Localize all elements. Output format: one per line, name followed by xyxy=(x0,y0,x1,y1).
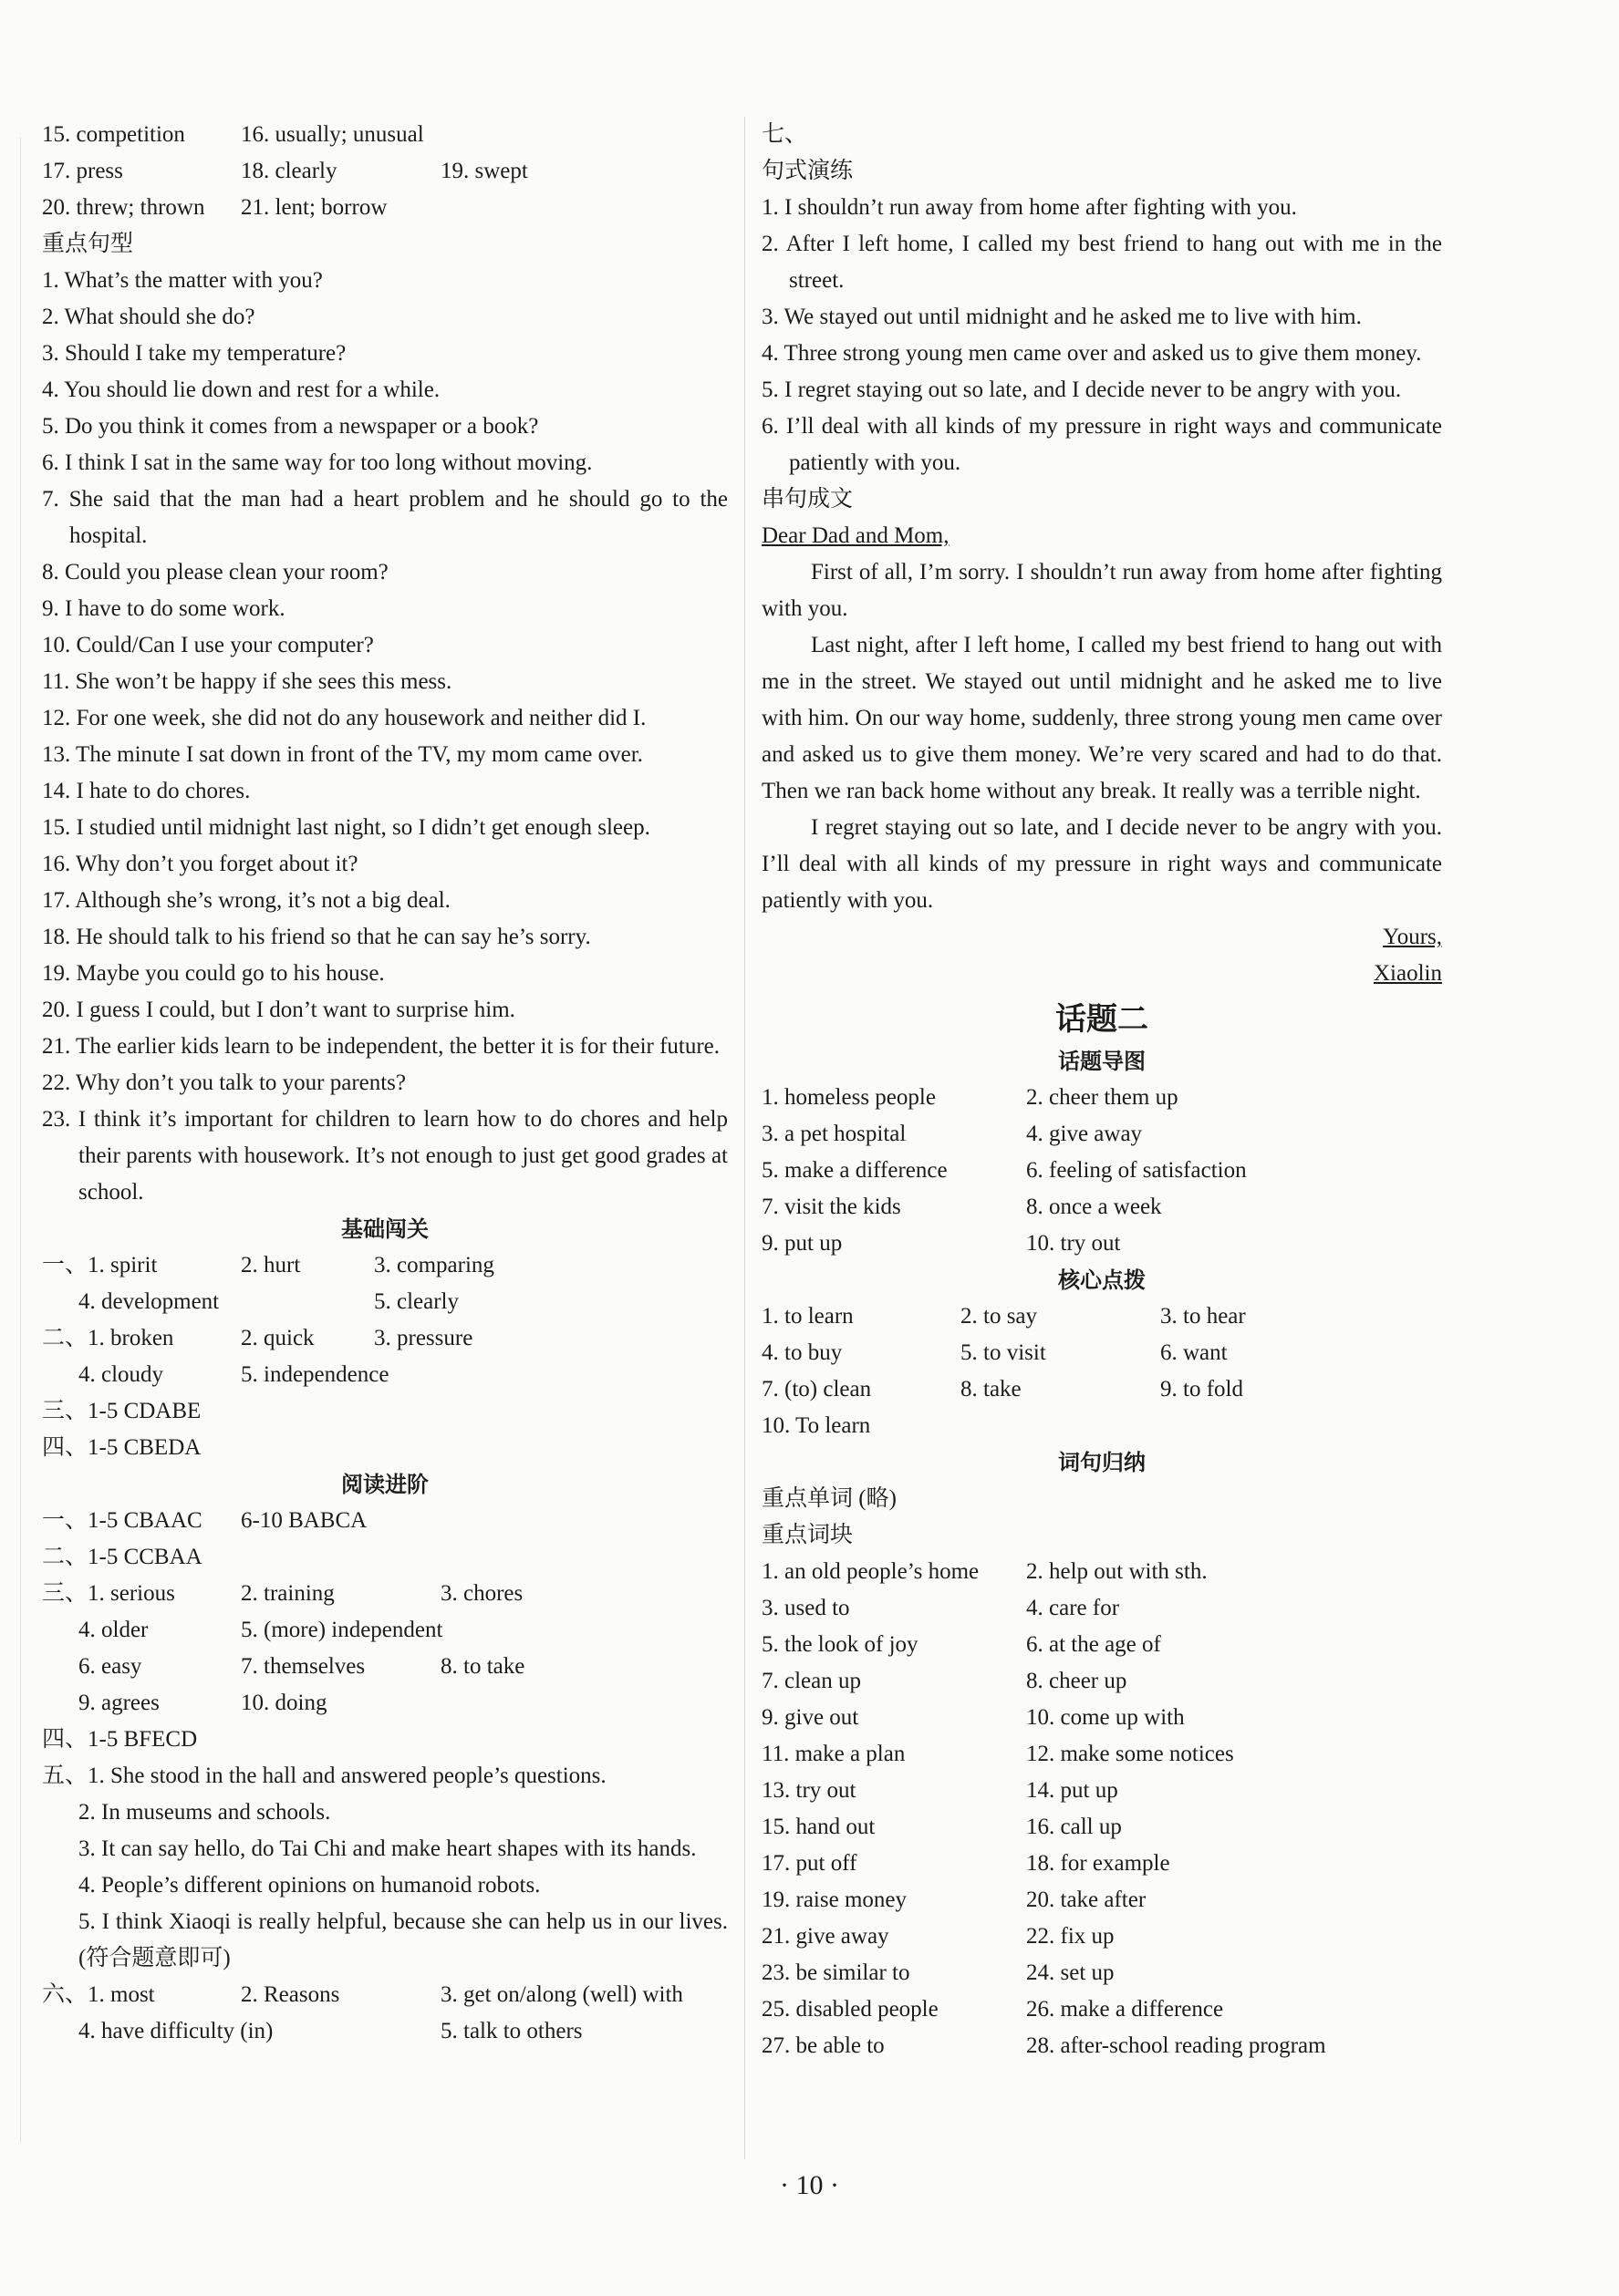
answer-row: 三、1-5 CDABE xyxy=(42,1399,202,1423)
list-item: 14. I hate to do chores. xyxy=(42,779,251,803)
list-item: 4. You should lie down and rest for a while. xyxy=(42,377,441,402)
letter-paragraph: First of all, I’m sorry. I shouldn’t run away from home after fighting with you. xyxy=(762,560,1442,621)
answer-row: 17. put off 18. for example xyxy=(762,1851,1170,1876)
answer-row: 1. an old people’s home 2. help out with sth. xyxy=(762,1559,1208,1584)
list-item: 15. I studied until midnight last night, so I didn’t get enough sleep. xyxy=(42,815,650,840)
answer-row: 一、1. spirit 2. hurt 3. comparing xyxy=(42,1253,494,1277)
list-item: 5. Do you think it comes from a newspaper or a book? xyxy=(42,414,539,439)
section-number: 七、 xyxy=(762,122,808,147)
list-item: 8. Could you please clean your room? xyxy=(42,560,389,584)
list-item: 2. What should she do? xyxy=(42,305,255,329)
left-column xyxy=(42,117,728,2050)
letter-signature: Xiaolin xyxy=(1374,961,1442,986)
list-item: 10. Could/Can I use your computer? xyxy=(42,633,374,657)
answer-row: 7. clean up 8. cheer up xyxy=(762,1669,1127,1693)
answer-row: 23. be similar to 24. set up xyxy=(762,1960,1115,1985)
answer-row: 二、1. broken 2. quick 3. pressure xyxy=(42,1326,473,1350)
answer-row: 4. development 5. clearly xyxy=(78,1289,460,1314)
answer-row: 三、1. serious 2. training 3. chores xyxy=(42,1581,524,1606)
answer-row: 9. put up 10. try out xyxy=(762,1231,1121,1256)
answer-row: 4. to buy 5. to visit 6. want xyxy=(762,1340,1228,1365)
answer-row: 六、1. most 2. Reasons 3. get on/along (well) with xyxy=(42,1982,683,2007)
key-sentence-list xyxy=(42,263,728,1211)
topic-title: 话题二 xyxy=(1055,1001,1148,1038)
letter-paragraph: Last night, after I left home, I called my best friend to hang out with me in the street. We stayed out until midnight and he asked me to live with him. On our way home, suddenly, three strong young men came over and asked us to give them money. We’re very scared and had to do that. Then we ran back home without any break. It really was a terrible night. xyxy=(762,633,1442,803)
list-item: 21. The earlier kids learn to be independent, the better it is for their future. xyxy=(42,1034,721,1059)
answer-row: 五、1. She stood in the hall and answered people’s questions. xyxy=(42,1763,607,1788)
answer-row: 9. give out 10. come up with xyxy=(762,1705,1185,1730)
answer-row: 二、1-5 CCBAA xyxy=(42,1545,202,1569)
list-item: 2. After I left home, I called my best friend to hang out with me in the street. xyxy=(762,232,1442,293)
list-item: 23. I think it’s important for children to learn how to do chores and help their parents with housework. It’s not enough to just get good grades at school. xyxy=(42,1107,728,1205)
answer-row: 一、1-5 CBAAC 6-10 BABCA xyxy=(42,1508,368,1533)
list-item: 22. Why don’t you talk to your parents? xyxy=(42,1070,407,1095)
list-item: 16. Why don’t you forget about it? xyxy=(42,852,358,876)
subsection-heading: 重点词块 xyxy=(762,1523,854,1547)
list-item: 6. I’ll deal with all kinds of my pressure in right ways and communicate patiently with you. xyxy=(762,414,1442,475)
list-item: 4. Three strong young men came over and asked us to give them money. xyxy=(762,341,1422,366)
section-heading: 句式演练 xyxy=(762,159,854,183)
letter-salutation: Dear Dad and Mom, xyxy=(762,523,950,548)
letter-paragraph: I regret staying out so late, and I decide never to be angry with you. I’ll deal with all kinds of my pressure in right ways and communicate patiently with you. xyxy=(762,815,1442,913)
list-item: 3. We stayed out until midnight and he asked me to live with him. xyxy=(762,305,1362,329)
answer-row: 5. the look of joy 6. at the age of xyxy=(762,1632,1161,1657)
list-item: 9. I have to do some work. xyxy=(42,596,285,621)
section-heading: 基础闯关 xyxy=(341,1216,429,1242)
list-item: 11. She won’t be happy if she sees this mess. xyxy=(42,669,452,694)
right-column xyxy=(762,117,1442,2064)
page-number: · 10 · xyxy=(780,2170,839,2200)
answer-row: 7. visit the kids 8. once a week xyxy=(762,1195,1162,1219)
answer-row: 4. have difficulty (in) 5. talk to others xyxy=(78,2019,583,2043)
section-heading: 串句成文 xyxy=(762,487,854,512)
answer-row: 20. threw; thrown 21. lent; borrow xyxy=(42,195,388,220)
list-item: 1. I shouldn’t run away from home after fighting with you. xyxy=(762,195,1297,220)
section-heading: 阅读进阶 xyxy=(341,1472,429,1497)
answer-row: 1. homeless people 2. cheer them up xyxy=(762,1085,1178,1110)
list-item: 5. I regret staying out so late, and I decide never to be angry with you. xyxy=(762,377,1402,402)
answer-row: 4. People’s different opinions on humanoid robots. xyxy=(78,1873,541,1898)
list-item: 19. Maybe you could go to his house. xyxy=(42,961,385,986)
list-item: 13. The minute I sat down in front of the TV, my mom came over. xyxy=(42,742,643,767)
answer-row: 25. disabled people 26. make a difference xyxy=(762,1997,1224,2022)
answer-row: 9. agrees 10. doing xyxy=(78,1691,327,1715)
list-item: 6. I think I sat in the same way for too long without moving. xyxy=(42,450,593,475)
answer-row: 19. raise money 20. take after xyxy=(762,1887,1147,1912)
answer-row: 6. easy 7. themselves 8. to take xyxy=(78,1654,525,1679)
list-item: 1. What’s the matter with you? xyxy=(42,268,323,293)
margin-rule xyxy=(20,137,21,2143)
answer-row: 3. It can say hello, do Tai Chi and make heart shapes with its hands. xyxy=(78,1836,697,1861)
list-item: 18. He should talk to his friend so that he can say he’s sorry. xyxy=(42,925,591,949)
answer-row: 4. older 5. (more) independent xyxy=(78,1618,443,1642)
answer-row: 27. be able to 28. after-school reading program xyxy=(762,2033,1326,2058)
letter-closing: Yours, xyxy=(1383,925,1442,949)
section-heading: 核心点拨 xyxy=(1058,1267,1146,1293)
column-divider xyxy=(744,117,745,2159)
answer-row: 17. press 18. clearly 19. swept xyxy=(42,159,528,183)
answer-row: 3. used to 4. care for xyxy=(762,1596,1120,1620)
list-item: 3. Should I take my temperature? xyxy=(42,341,347,366)
subsection-heading: 重点单词 (略) xyxy=(762,1486,897,1511)
answer-row: 1. to learn 2. to say 3. to hear xyxy=(762,1304,1246,1329)
answer-row: 15. competition 16. usually; unusual xyxy=(42,122,424,147)
answer-row: 13. try out 14. put up xyxy=(762,1778,1118,1803)
answer-row: 4. cloudy 5. independence xyxy=(78,1362,389,1387)
answer-row: 5. make a difference 6. feeling of satisfaction xyxy=(762,1158,1247,1183)
answer-row: 四、1-5 BFECD xyxy=(42,1727,198,1752)
list-item: 20. I guess I could, but I don’t want to surprise him. xyxy=(42,998,515,1022)
answer-row: 7. (to) clean 8. take 9. to fold xyxy=(762,1377,1243,1401)
list-item: 12. For one week, she did not do any housework and neither did I. xyxy=(42,706,647,730)
section-heading: 重点句型 xyxy=(42,232,134,256)
answer-row: 15. hand out 16. call up xyxy=(762,1815,1122,1839)
answer-row: 2. In museums and schools. xyxy=(78,1800,331,1825)
section-heading: 词句归纳 xyxy=(1058,1450,1146,1475)
answer-row: 四、1-5 CBEDA xyxy=(42,1435,202,1460)
answer-row: 21. give away 22. fix up xyxy=(762,1924,1115,1949)
answer-row: 3. a pet hospital 4. give away xyxy=(762,1122,1143,1146)
list-item: 7. She said that the man had a heart problem and he should go to the hospital. xyxy=(42,487,728,548)
answer-row: 11. make a plan 12. make some notices xyxy=(762,1742,1234,1766)
section-heading: 话题导图 xyxy=(1058,1049,1146,1074)
answer-row: 10. To learn xyxy=(762,1413,871,1438)
list-item: 17. Although she’s wrong, it’s not a big deal. xyxy=(42,888,451,913)
answer-row: 5. I think Xiaoqi is really helpful, because she can help us in our lives. (符合题意即可) xyxy=(78,1909,728,1970)
